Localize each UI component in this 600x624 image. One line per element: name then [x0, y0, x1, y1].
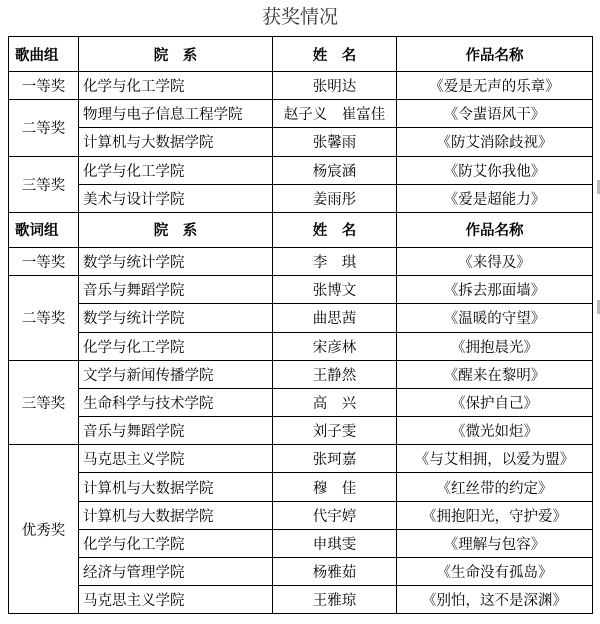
prize-label: 一等奖: [9, 247, 79, 275]
work-title-cell: 《防艾消除歧视》: [397, 128, 593, 156]
department-cell: 马克思主义学院: [79, 445, 273, 473]
table-row: [9, 417, 593, 445]
table-row: [9, 100, 593, 128]
work-title-cell: 《与艾相拥，以爱为盟》: [397, 445, 593, 473]
song-group-header-row: [9, 37, 593, 72]
dept-header: 院 系: [79, 37, 273, 72]
name-cell: 张馨雨: [273, 128, 397, 156]
department-cell: 数学与统计学院: [79, 247, 273, 275]
work-title-cell: 《爱是无声的乐章》: [397, 72, 593, 100]
prize-label: 三等奖: [9, 156, 79, 212]
department-cell: 马克思主义学院: [79, 586, 273, 614]
department-cell: 经济与管理学院: [79, 558, 273, 586]
table-row: [9, 445, 593, 473]
work-title-cell: 《防艾你我他》: [397, 156, 593, 184]
department-cell: 计算机与大数据学院: [79, 128, 273, 156]
name-cell: 杨雅茹: [273, 558, 397, 586]
prize-label: 优秀奖: [9, 445, 79, 614]
work-title-cell: 《保护自己》: [397, 388, 593, 416]
department-cell: 化学与化工学院: [79, 72, 273, 100]
prize-label: 二等奖: [9, 276, 79, 361]
table-row: [9, 501, 593, 529]
table-row: [9, 388, 593, 416]
department-cell: 文学与新闻传播学院: [79, 360, 273, 388]
prize-label: 三等奖: [9, 360, 79, 445]
name-cell: 刘子雯: [273, 417, 397, 445]
table-row: [9, 304, 593, 332]
department-cell: 音乐与舞蹈学院: [79, 276, 273, 304]
department-cell: 物理与电子信息工程学院: [79, 100, 273, 128]
table-row: [9, 72, 593, 100]
name-cell: 代宇婷: [273, 501, 397, 529]
name-cell: 高 兴: [273, 388, 397, 416]
work-title-cell: 《拆去那面墙》: [397, 276, 593, 304]
group-label: 歌曲组: [9, 37, 79, 72]
page-title: 获奖情况: [261, 6, 338, 28]
table-row: [9, 529, 593, 557]
name-cell: 王静然: [273, 360, 397, 388]
table-row: [9, 184, 593, 212]
name-cell: 姜雨彤: [273, 184, 397, 212]
department-cell: 数学与统计学院: [79, 304, 273, 332]
department-cell: 化学与化工学院: [79, 156, 273, 184]
table-row: [9, 276, 593, 304]
work-title-cell: 《拥抱阳光，守护爱》: [397, 501, 593, 529]
name-cell: 申琪雯: [273, 529, 397, 557]
awards-table-body: [9, 37, 593, 614]
name-cell: 张明达: [273, 72, 397, 100]
name-header: 姓 名: [273, 37, 397, 72]
work-title-cell: 《微光如炬》: [397, 417, 593, 445]
work-title-cell: 《温暖的守望》: [397, 304, 593, 332]
table-row: [9, 128, 593, 156]
department-cell: 化学与化工学院: [79, 529, 273, 557]
work-title-cell: 《理解与包容》: [397, 529, 593, 557]
work-title-cell: 《红丝带的约定》: [397, 473, 593, 501]
work-title-cell: 《别怕，这不是深渊》: [397, 586, 593, 614]
work-title-cell: 《令蜚语风干》: [397, 100, 593, 128]
name-cell: 穆 佳: [273, 473, 397, 501]
department-cell: 计算机与大数据学院: [79, 501, 273, 529]
department-cell: 生命科学与技术学院: [79, 388, 273, 416]
name-cell: 赵子义 崔富佳: [273, 100, 397, 128]
name-cell: 宋彦林: [273, 332, 397, 360]
work-title-cell: 《生命没有孤岛》: [397, 558, 593, 586]
group-label: 歌词组: [9, 212, 79, 247]
table-row: [9, 156, 593, 184]
work-title-cell: 《爱是超能力》: [397, 184, 593, 212]
department-cell: 音乐与舞蹈学院: [79, 417, 273, 445]
name-cell: 李 琪: [273, 247, 397, 275]
department-cell: 计算机与大数据学院: [79, 473, 273, 501]
work-header: 作品名称: [397, 212, 593, 247]
table-row: [9, 360, 593, 388]
table-row: [9, 473, 593, 501]
work-header: 作品名称: [397, 37, 593, 72]
name-cell: 张珂嘉: [273, 445, 397, 473]
name-cell: 曲思茜: [273, 304, 397, 332]
department-cell: 美术与设计学院: [79, 184, 273, 212]
table-row: [9, 586, 593, 614]
name-cell: 王雅琼: [273, 586, 397, 614]
awards-table: [8, 36, 593, 614]
prize-label: 二等奖: [9, 100, 79, 156]
lyric-group-header-row: [9, 212, 593, 247]
name-header: 姓 名: [273, 212, 397, 247]
work-title-cell: 《醒来在黎明》: [397, 360, 593, 388]
table-row: [9, 558, 593, 586]
table-row: [9, 247, 593, 275]
table-row: [9, 332, 593, 360]
name-cell: 张博文: [273, 276, 397, 304]
prize-label: 一等奖: [9, 72, 79, 100]
dept-header: 院 系: [79, 212, 273, 247]
name-cell: 杨宸涵: [273, 156, 397, 184]
work-title-cell: 《来得及》: [397, 247, 593, 275]
work-title-cell: 《拥抱晨光》: [397, 332, 593, 360]
department-cell: 化学与化工学院: [79, 332, 273, 360]
